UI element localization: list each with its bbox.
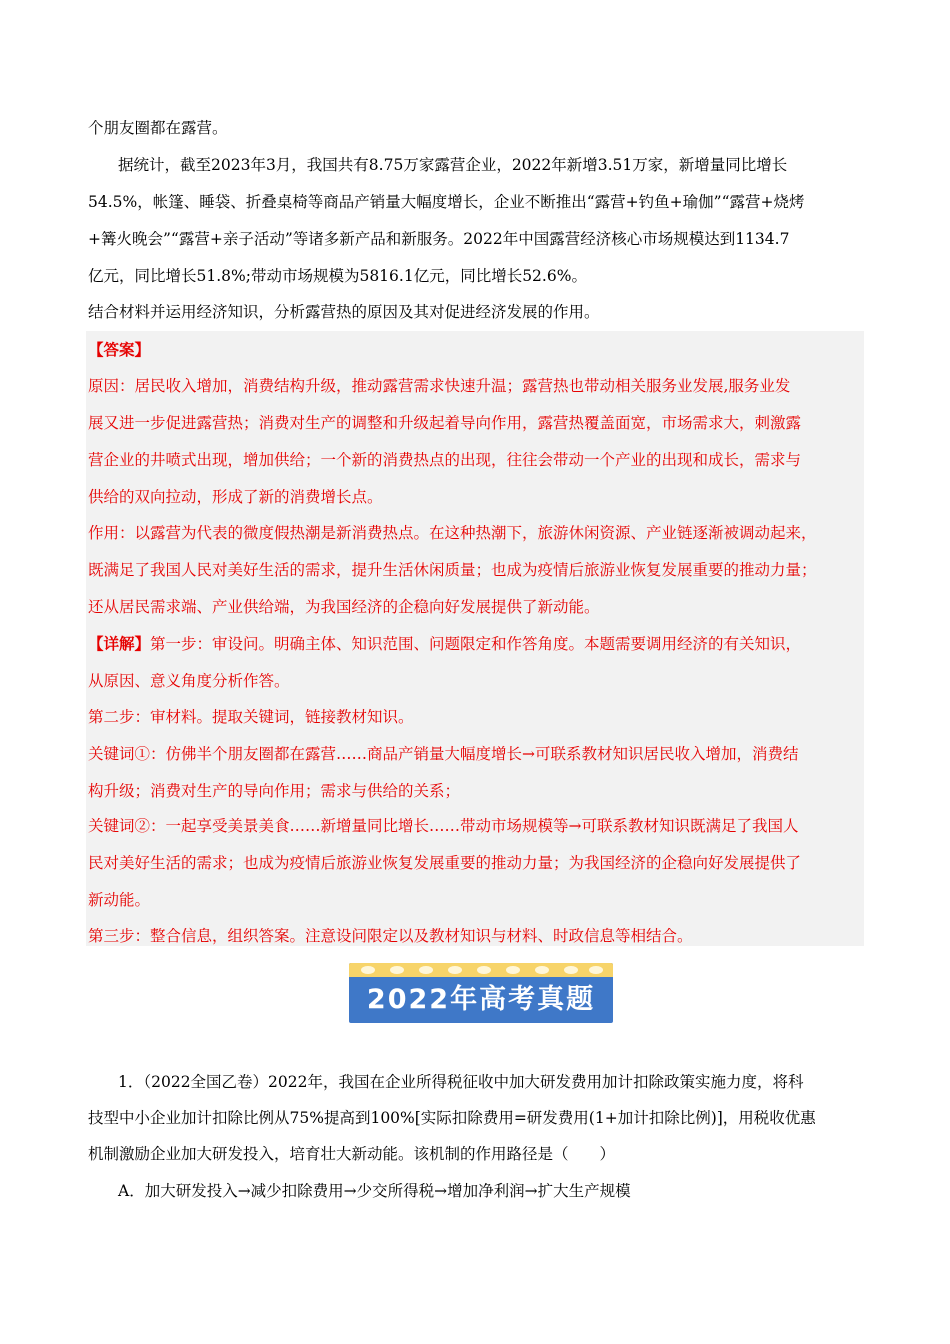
material-line: 据统计，截至2023年3月，我国共有8.75万家露营企业，2022年新增3.51万家，新增量同比增长 xyxy=(118,156,788,174)
question-prompt: 结合材料并运用经济知识，分析露营热的原因及其对促进经济发展的作用。 xyxy=(88,303,600,321)
material-line: 亿元，同比增长51.8%;带动市场规模为5816.1亿元，同比增长52.6%。 xyxy=(88,267,587,285)
detail-line: 构升级；消费对生产的导向作用；需求与供给的关系； xyxy=(88,782,461,800)
detail-line: 第二步：审材料。提取关键词，链接教材知识。 xyxy=(88,708,414,726)
detail-line: 第三步：整合信息，组织答案。注意设问限定以及教材知识与材料、时政信息等相结合。 xyxy=(88,927,693,945)
section-banner xyxy=(349,963,613,1023)
detail-first-line xyxy=(88,634,801,654)
answer-line: 展又进一步促进露营热；消费对生产的调整和升级起着导向作用，露营热覆盖面宽，市场需求大，刺激露 xyxy=(88,414,802,432)
answer-line: 供给的双向拉动，形成了新的消费增长点。 xyxy=(88,488,383,506)
answer-line: 作用：以露营为代表的微度假热潮是新消费热点。在这种热潮下，旅游休闲资源、产业链逐渐被调动起来， xyxy=(88,524,817,542)
option-a: A．加大研发投入→减少扣除费用→少交所得税→增加净利润→扩大生产规模 xyxy=(118,1182,631,1200)
dot-icon xyxy=(564,966,578,974)
dot-icon xyxy=(506,966,520,974)
answer-title: 【答案】 xyxy=(88,340,151,359)
question-line: 1．（2022全国乙卷）2022年，我国在企业所得税征收中加大研发费用加计扣除政策实施力度，将科 xyxy=(118,1073,804,1091)
answer-line: 原因：居民收入增加，消费结构升级，推动露营需求快速升温；露营热也带动相关服务业发展,服务业发 xyxy=(88,377,791,395)
detail-line: 民对美好生活的需求；也成为疫情后旅游业恢复发展重要的推动力量；为我国经济的企稳向好发展提供了 xyxy=(88,854,802,872)
material-line: 个朋友圈都在露营。 xyxy=(88,119,228,137)
answer-line: 还从居民需求端、产业供给端，为我国经济的企稳向好发展提供了新动能。 xyxy=(88,598,600,616)
detail-title: 【详解】 xyxy=(88,634,151,653)
material-line: +篝火晚会”“露营+亲子活动”等诸多新产品和新服务。2022年中国露营经济核心市场规模达到1134.7 xyxy=(88,230,790,248)
material-line: 54.5%，帐篷、睡袋、折叠桌椅等商品产销量大幅度增长，企业不断推出“露营+钓鱼+瑜伽”“露营+烧烤 xyxy=(88,193,805,211)
answer-line: 既满足了我国人民对美好生活的需求，提升生活休闲质量；也成为疫情后旅游业恢复发展重要的推动力量； xyxy=(88,561,817,579)
question-line: 技型中小企业加计扣除比例从75%提高到100%[实际扣除费用=研发费用(1+加计扣除比例)]，用税收优惠 xyxy=(88,1109,816,1127)
dot-icon xyxy=(477,966,491,974)
dot-icon xyxy=(589,966,603,974)
detail-step-1: 第一步：审设问。明确主体、知识范围、问题限定和作答角度。本题需要调用经济的有关知识， xyxy=(150,635,802,653)
dot-icon xyxy=(448,966,462,974)
detail-line: 从原因、意义角度分析作答。 xyxy=(88,672,290,690)
banner-title: 2022年高考真题 xyxy=(366,984,596,1015)
detail-line: 新动能。 xyxy=(88,891,151,909)
dot-icon xyxy=(535,966,549,974)
banner-decoration xyxy=(349,963,613,977)
answer-line: 营企业的井喷式出现，增加供给；一个新的消费热点的出现，往往会带动一个产业的出现和成长，需求与 xyxy=(88,451,802,469)
detail-line: 关键词①：仿佛半个朋友圈都在露营……商品产销量大幅度增长→可联系教材知识居民收入增加，消费结 xyxy=(88,745,799,763)
question-line: 机制激励企业加大研发投入，培育壮大新动能。该机制的作用路径是（ ） xyxy=(88,1145,616,1163)
dot-icon xyxy=(419,966,433,974)
dot-icon xyxy=(390,966,404,974)
dot-icon xyxy=(361,966,375,974)
detail-line: 关键词②：一起享受美景美食……新增量同比增长……带动市场规模等→可联系教材知识既满足了我国人 xyxy=(88,817,799,835)
